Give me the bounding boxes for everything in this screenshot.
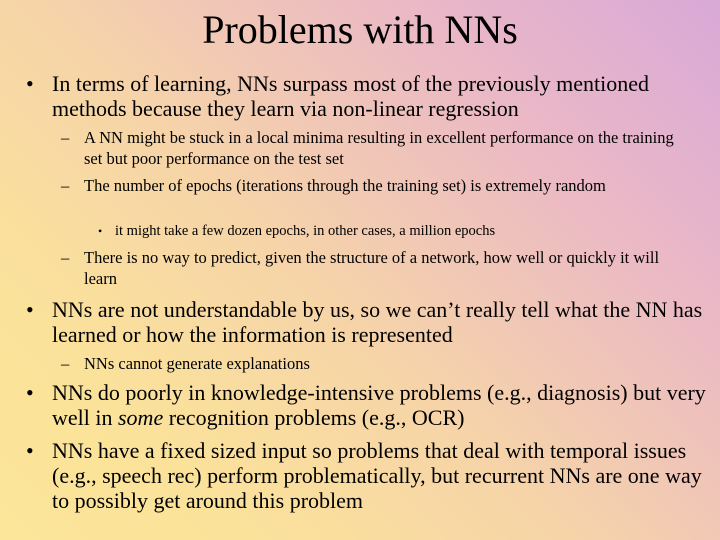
sub-sub-bullet-epochs-range: it might take a few dozen epochs, in other cases, a million epochs bbox=[115, 223, 496, 239]
bullet-learning: In terms of learning, NNs surpass most of the previously mentioned methods because they learn via non-linear regression bbox=[52, 71, 649, 121]
sub-bullet-local-minima: A NN might be stuck in a local minima resulting in excellent performance on the training set but poor performance on the test set bbox=[84, 128, 674, 168]
bullet-marker: • bbox=[26, 297, 34, 322]
dash-marker: – bbox=[61, 248, 70, 267]
bullet-fixed-input: NNs have a fixed sized input so problems that deal with temporal issues (e.g., speech rec) perform problematically, but recurrent NNs are one way to possibly get around this problem bbox=[52, 438, 702, 513]
dash-marker: – bbox=[61, 176, 70, 195]
sub-bullet-no-explanations: NNs cannot generate explanations bbox=[84, 354, 310, 373]
sub-bullet-no-prediction: There is no way to predict, given the structure of a network, how well or quickly it will learn bbox=[84, 248, 660, 288]
bullet-marker: • bbox=[26, 71, 34, 96]
dash-marker: – bbox=[61, 128, 70, 147]
small-bullet-marker: • bbox=[98, 224, 103, 238]
emphasis-some: some bbox=[118, 405, 164, 430]
sub-bullet-epochs: The number of epochs (iterations through the training set) is extremely random bbox=[84, 176, 606, 195]
bullet-marker: • bbox=[26, 438, 34, 463]
bullet-not-understandable: NNs are not understandable by us, so we can’t really tell what the NN has learned or how the information is represented bbox=[52, 297, 703, 347]
bullet-text-part: NNs do poorly in knowledge-intensive problems (e.g., diagnosis) but very well in bbox=[52, 380, 706, 430]
slide-title: Problems with NNs bbox=[202, 7, 518, 52]
dash-marker: – bbox=[61, 354, 70, 373]
bullet-text-part: recognition problems (e.g., OCR) bbox=[163, 405, 465, 430]
bullet-marker: • bbox=[26, 380, 34, 405]
bullet-knowledge-intensive bbox=[52, 380, 712, 430]
